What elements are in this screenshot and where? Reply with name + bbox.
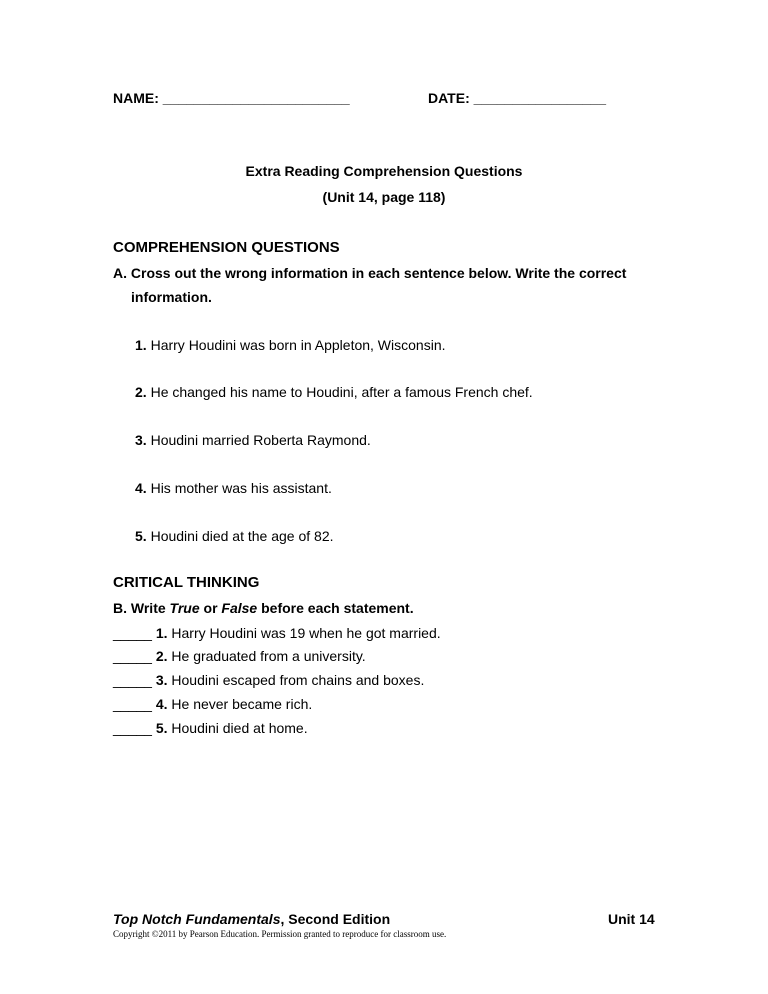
instruction-a-line1: A. Cross out the wrong information in each sentence below. Write the correct [113, 265, 627, 281]
true-false-item [113, 720, 308, 736]
instruction-b: B. Write True or False before each statement. [113, 600, 414, 616]
item-number: 2. [155, 648, 168, 664]
item-text: He changed his name to Houdini, after a famous French chef. [150, 384, 533, 400]
date-field[interactable] [428, 90, 606, 106]
item-number: 4. [135, 480, 147, 496]
page-subtitle: (Unit 14, page 118) [322, 189, 446, 205]
footer-unit: Unit 14 [608, 911, 655, 927]
instruction-a-line2: information. [131, 289, 212, 305]
true-false-item [113, 625, 441, 641]
item-text: He graduated from a university. [171, 648, 366, 664]
footer-book-title [113, 911, 390, 927]
true-false-item [113, 696, 312, 712]
comprehension-item [135, 480, 332, 496]
book-edition: , Second Edition [280, 911, 391, 927]
book-title: Top Notch Fundamentals [113, 911, 281, 927]
item-text: Houdini married Roberta Raymond. [150, 432, 371, 448]
answer-blank[interactable]: _____ [113, 696, 152, 712]
answer-blank[interactable]: _____ [113, 625, 152, 641]
item-text: His mother was his assistant. [150, 480, 332, 496]
item-number: 3. [135, 432, 147, 448]
item-text: Harry Houdini was 19 when he got married. [171, 625, 441, 641]
name-blank[interactable]: ________________________ [162, 90, 350, 106]
answer-blank[interactable]: _____ [113, 648, 152, 664]
true-false-item [113, 648, 366, 664]
item-number: 4. [155, 696, 168, 712]
item-number: 1. [155, 625, 168, 641]
item-text: Houdini died at home. [171, 720, 308, 736]
page-title: Extra Reading Comprehension Questions [245, 163, 523, 179]
comprehension-item [135, 432, 371, 448]
item-text: He never became rich. [171, 696, 313, 712]
item-number: 3. [155, 672, 168, 688]
true-false-item [113, 672, 424, 688]
critical-thinking-heading: CRITICAL THINKING [113, 574, 260, 591]
name-field[interactable] [113, 90, 350, 106]
comprehension-item [135, 337, 446, 353]
item-text: Houdini died at the age of 82. [150, 528, 334, 544]
item-number: 2. [135, 384, 147, 400]
item-number: 1. [135, 337, 147, 353]
comprehension-heading: COMPREHENSION QUESTIONS [113, 239, 340, 256]
answer-blank[interactable]: _____ [113, 720, 152, 736]
comprehension-item [135, 528, 334, 544]
copyright-notice: Copyright ©2011 by Pearson Education. Permission granted to reproduce for classroom use. [113, 929, 447, 939]
answer-blank[interactable]: _____ [113, 672, 152, 688]
date-label: DATE: [428, 90, 470, 106]
comprehension-item [135, 384, 533, 400]
name-label: NAME: [113, 90, 159, 106]
item-number: 5. [155, 720, 168, 736]
item-number: 5. [135, 528, 147, 544]
date-blank[interactable]: _________________ [473, 90, 606, 106]
item-text: Harry Houdini was born in Appleton, Wisconsin. [150, 337, 446, 353]
item-text: Houdini escaped from chains and boxes. [171, 672, 425, 688]
